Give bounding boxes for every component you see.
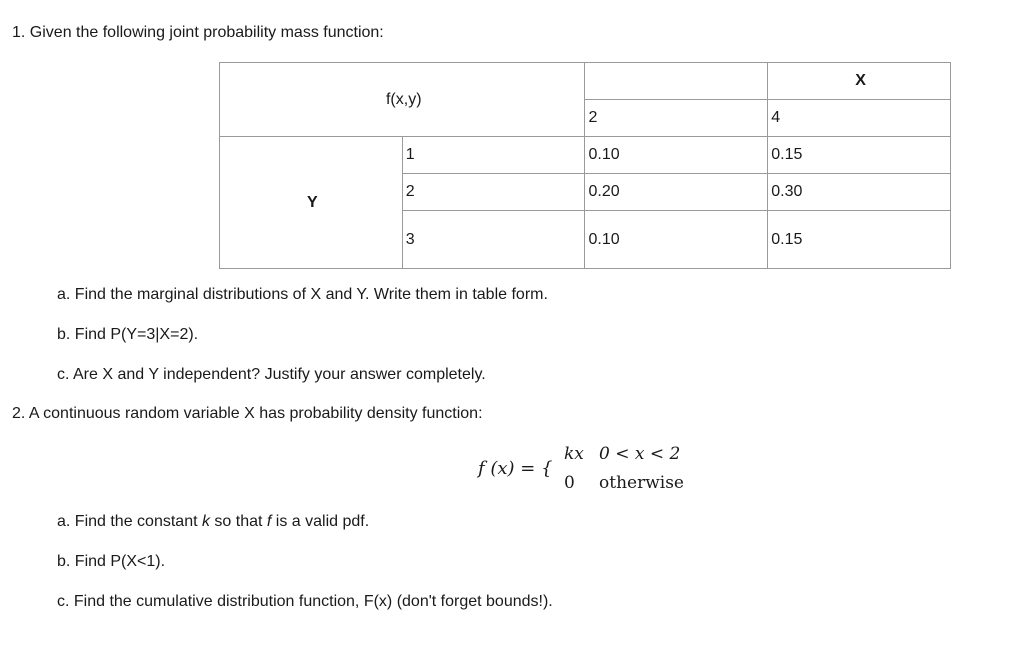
empty-cell — [585, 63, 768, 100]
x-header: X — [768, 63, 951, 100]
question-1-part-c: c. Are X and Y independent? Justify your answer completely. — [57, 366, 486, 383]
formula-case1-value: kx — [564, 444, 584, 464]
question-1-heading: 1. Given the following joint probability mass function: — [12, 24, 384, 41]
x-value-cell: 4 — [768, 100, 951, 137]
formula-case2-value: 0 — [564, 473, 575, 493]
formula-case1-condition: 0 < x < 2 — [599, 444, 681, 464]
y-value-cell: 3 — [402, 211, 585, 269]
part-a-f: f — [266, 513, 272, 530]
part-a-prefix: a. Find the constant — [57, 513, 202, 530]
prob-cell: 0.20 — [585, 174, 768, 211]
x-value-cell: 2 — [585, 100, 768, 137]
y-value-cell: 1 — [402, 137, 585, 174]
question-2-part-a — [57, 513, 369, 531]
prob-cell: 0.30 — [768, 174, 951, 211]
part-a-k: k — [201, 513, 210, 530]
y-value-cell: 2 — [402, 174, 585, 211]
question-2-heading: 2. A continuous random variable X has probability density function: — [12, 405, 483, 422]
prob-cell: 0.15 — [768, 137, 951, 174]
part-a-mid: so that — [209, 513, 267, 530]
y-header: Y — [220, 137, 403, 269]
question-1-part-a: a. Find the marginal distributions of X and Y. Write them in table form. — [57, 286, 548, 303]
part-a-suffix: is a valid pdf. — [271, 513, 370, 530]
prob-cell: 0.10 — [585, 211, 768, 269]
formula-lhs: f (x) = { — [478, 458, 553, 479]
table-row — [220, 63, 951, 100]
prob-cell: 0.10 — [585, 137, 768, 174]
joint-pmf-table — [219, 62, 951, 269]
formula-case2-condition: otherwise — [599, 473, 684, 493]
table-row — [220, 137, 951, 174]
prob-cell: 0.15 — [768, 211, 951, 269]
question-1-part-b: b. Find P(Y=3|X=2). — [57, 326, 199, 343]
question-2-part-c: c. Find the cumulative distribution function, F(x) (don't forget bounds!). — [57, 593, 553, 610]
corner-cell — [220, 63, 585, 137]
question-2-part-b: b. Find P(X<1). — [57, 553, 166, 570]
corner-label: f(x,y) — [385, 90, 422, 108]
